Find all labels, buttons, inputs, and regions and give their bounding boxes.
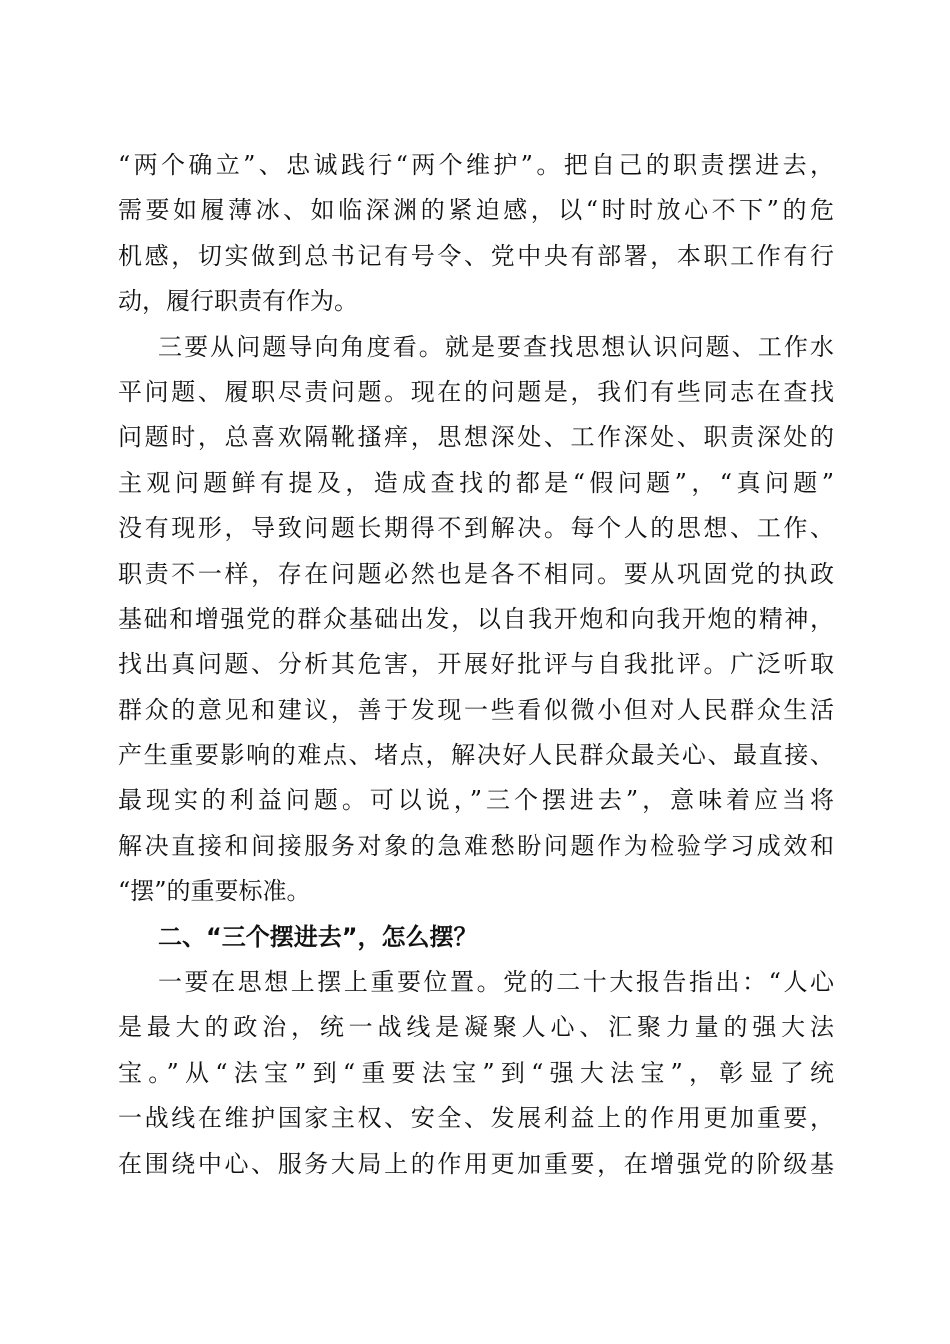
text-line: 三要从问题导向角度看。就是要查找思想认识问题、工作水 — [158, 332, 834, 361]
text-line: 职责不一样，存在问题必然也是各不相同。要从巩固党的执政 — [118, 559, 834, 588]
text-line: 基础和增强党的群众基础出发，以自我开炮和向我开炮的精神， — [118, 604, 834, 633]
text-line: 一战线在维护国家主权、安全、发展利益上的作用更加重要， — [118, 1104, 834, 1133]
text-line: 需要如履薄冰、如临深渊的紧迫感，以“时时放心不下”的危 — [118, 196, 834, 225]
text-line: 群众的意见和建议，善于发现一些看似微小但对人民群众生活 — [118, 695, 834, 724]
text-line: 找出真问题、分析其危害，开展好批评与自我批评。广泛听取 — [118, 650, 834, 679]
paragraph-2 — [118, 325, 834, 915]
text-line: “摆”的重要标准。 — [118, 877, 311, 906]
text-line: 产生重要影响的难点、堵点，解决好人民群众最关心、最直接、 — [118, 741, 834, 770]
text-line: 问题时，总喜欢隔靴搔痒，思想深处、工作深处、职责深处的 — [118, 423, 834, 452]
text-line: 没有现形，导致问题长期得不到解决。每个人的思想、工作、 — [118, 514, 834, 543]
section-heading: 二、“三个摆进去”，怎么摆？ — [158, 922, 478, 951]
text-line: 动，履行职责有作为。 — [118, 287, 358, 316]
text-line: 一要在思想上摆上重要位置。党的二十大报告指出：“人心 — [158, 968, 834, 997]
paragraph-1 — [118, 143, 834, 325]
document-body — [118, 143, 834, 1187]
paragraph-3 — [118, 960, 834, 1187]
text-line: 机感，切实做到总书记有号令、党中央有部署，本职工作有行 — [118, 241, 834, 270]
text-line: 最现实的利益问题。可以说，”三个摆进去”，意味着应当将 — [118, 786, 834, 815]
text-line: “两个确立”、忠诚践行“两个维护”。把自己的职责摆进去， — [118, 151, 834, 179]
text-line: 平问题、履职尽责问题。现在的问题是，我们有些同志在查找 — [118, 377, 834, 406]
text-line: 宝。”从“法宝”到“重要法宝”到“强大法宝”，彰显了统 — [118, 1058, 834, 1087]
text-line: 解决直接和间接服务对象的急难愁盼问题作为检验学习成效和 — [118, 831, 834, 860]
text-line: 是最大的政治，统一战线是凝聚人心、汇聚力量的强大法 — [118, 1013, 834, 1042]
text-line: 在围绕中心、服务大局上的作用更加重要，在增强党的阶级基 — [118, 1149, 834, 1178]
text-line: 主观问题鲜有提及，造成查找的都是“假问题”，“真问题” — [118, 468, 834, 497]
